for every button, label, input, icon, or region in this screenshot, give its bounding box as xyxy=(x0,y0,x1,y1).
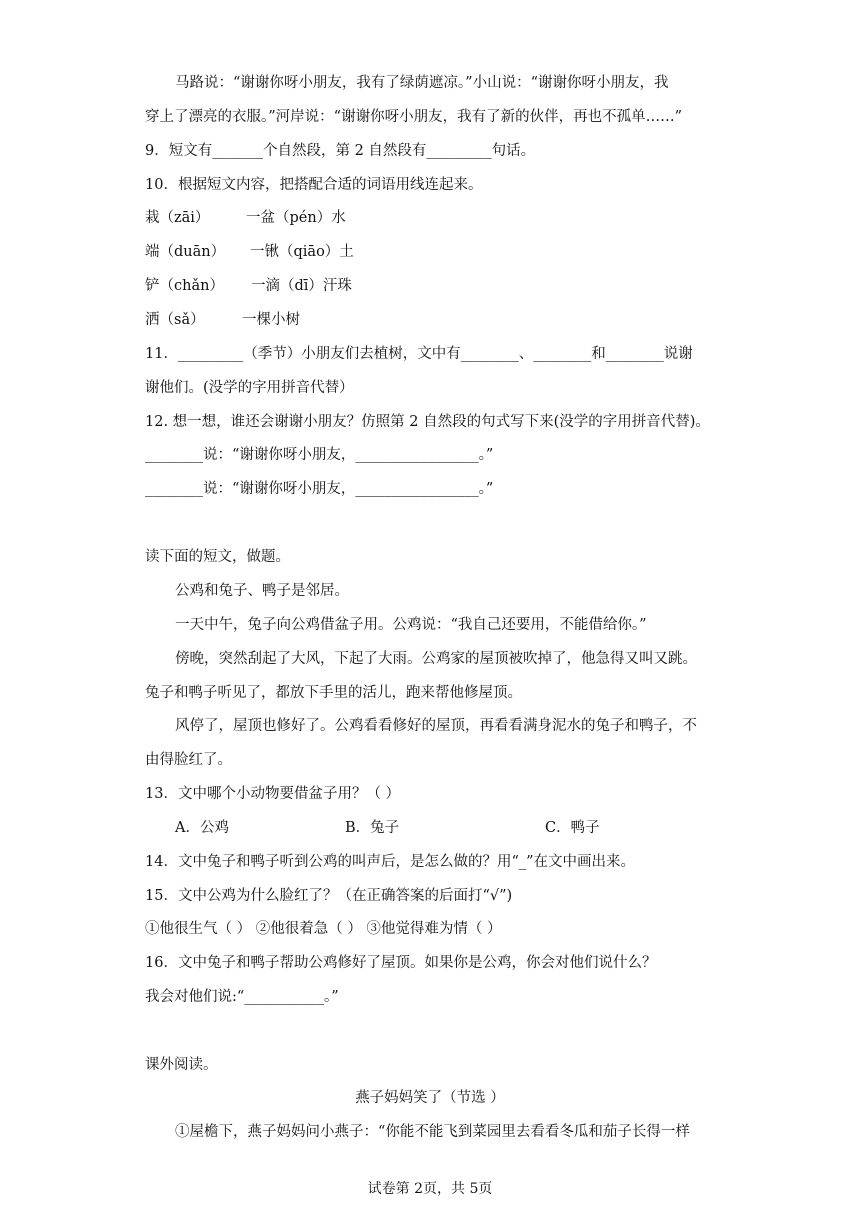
match-right-4: 一棵小树 xyxy=(242,312,300,328)
question-14: 14．文中兔子和鸭子听到公鸡的叫声后，是怎么做的？用“_”在文中画出来。 xyxy=(145,854,636,870)
match-right-1: 一盆（pén）水 xyxy=(246,210,346,226)
match-left-2: 端（duān） xyxy=(145,244,226,260)
match-right-3: 一滴（dī）汗珠 xyxy=(251,278,352,294)
question-12-blank-2: ________说：“谢谢你呀小朋友，_________________。” xyxy=(145,481,494,497)
question-10-stem: 10．根据短文内容，把搭配合适的词语用线连起来。 xyxy=(145,177,483,193)
match-left-3: 铲（chǎn） xyxy=(145,278,224,294)
question-16-stem: 16．文中兔子和鸭子帮助公鸡修好了屋顶。如果你是公鸡，你会对他们说什么？ xyxy=(145,955,657,971)
question-13-stem: 13．文中哪个小动物要借盆子用？（ ） xyxy=(145,786,401,802)
page-footer: 试卷第 2页，共 5页 xyxy=(367,1181,493,1197)
match-right-2: 一锹（qiāo）土 xyxy=(250,244,354,260)
passage1-line1: 马路说：“谢谢你呀小朋友，我有了绿荫遮凉。”小山说：“谢谢你呀小朋友，我 xyxy=(175,75,669,91)
section2-para-4b: 由得脸红了。 xyxy=(145,752,232,768)
question-12-blank-1: ________说：“谢谢你呀小朋友，_________________。” xyxy=(145,447,494,463)
section3-para-1: ①屋檐下，燕子妈妈问小燕子：“你能不能飞到菜园里去看看冬瓜和茄子长得一样 xyxy=(175,1124,690,1140)
section3-intro: 课外阅读。 xyxy=(145,1057,218,1073)
question-12-stem: 12. 想一想，谁还会谢谢小朋友？仿照第 2 自然段的句式写下来(没学的字用拼音代替)。 xyxy=(145,414,710,430)
section2-para-3b: 兔子和鸭子听见了，都放下手里的活儿，跑来帮他修屋顶。 xyxy=(145,685,522,701)
question-15-stem: 15．文中公鸡为什么脸红了？（在正确答案的后面打“√”) xyxy=(145,888,513,904)
question-9: 9．短文有_______个自然段，第 2 自然段有_________句话。 xyxy=(145,143,536,159)
question-11-line1: 11．_________（季节）小朋友们去植树，文中有________、________和________说谢 xyxy=(145,346,693,362)
section2-intro: 读下面的短文，做题。 xyxy=(145,549,290,565)
question-13-option-a: A．公鸡 xyxy=(175,820,229,836)
question-13-option-c: C．鸭子 xyxy=(545,820,600,836)
section3-title: 燕子妈妈笑了（节选 ） xyxy=(355,1090,505,1106)
section2-para-1: 公鸡和兔子、鸭子是邻居。 xyxy=(175,583,349,599)
question-13-option-b: B．兔子 xyxy=(345,820,400,836)
match-left-1: 栽（zāi） xyxy=(145,210,210,226)
question-16-answer: 我会对他们说:“___________。” xyxy=(145,989,339,1005)
passage1-line2: 穿上了漂亮的衣服。”河岸说：“谢谢你呀小朋友，我有了新的伙伴，再也不孤单……” xyxy=(145,109,682,125)
section2-para-2: 一天中午，兔子向公鸡借盆子用。公鸡说：“我自己还要用，不能借给你。” xyxy=(175,617,647,633)
section2-para-4a: 风停了，屋顶也修好了。公鸡看看修好的屋顶，再看看满身泥水的兔子和鸭子，不 xyxy=(175,718,697,734)
section2-para-3a: 傍晚，突然刮起了大风，下起了大雨。公鸡家的屋顶被吹掉了，他急得又叫又跳。 xyxy=(175,651,697,667)
question-15-options: ①他很生气（ ） ②他很着急（ ） ③他觉得难为情（ ） xyxy=(145,921,502,937)
match-left-4: 洒（sǎ） xyxy=(145,312,205,328)
question-11-line2: 谢他们。(没学的字用拼音代替） xyxy=(145,380,354,396)
